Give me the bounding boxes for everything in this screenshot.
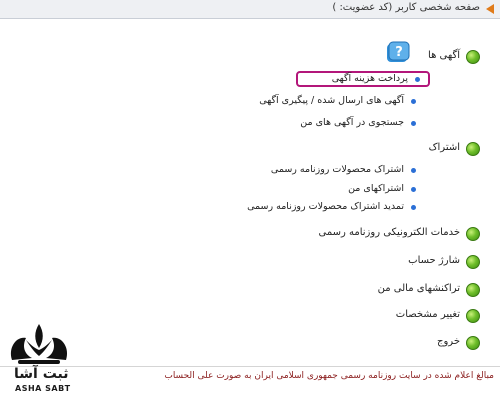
- menu-search-my-ads[interactable]: جستجوی در آگهی های من: [300, 117, 404, 128]
- sub-bullet-icon: [411, 121, 416, 126]
- sub-bullet-icon: [411, 205, 416, 210]
- menu-ads[interactable]: آگهی ها: [428, 50, 460, 61]
- menu-subscribe-products[interactable]: اشتراک محصولات روزنامه رسمی: [270, 164, 404, 175]
- menu-sent-ads[interactable]: آگهی های ارسال شده / پیگیری آگهی: [259, 95, 404, 106]
- sub-bullet-icon: [411, 99, 416, 104]
- watermark-name-fa: ثبت آشا: [14, 366, 69, 382]
- help-icon[interactable]: [385, 40, 411, 64]
- sub-bullet-icon: [415, 77, 420, 82]
- footer-divider: [0, 366, 500, 367]
- watermark-logo-icon: [4, 318, 74, 368]
- arrow-bullet-icon: [484, 4, 494, 14]
- menu-bullet-icon: [466, 142, 480, 156]
- menu-my-subscriptions[interactable]: اشتراکهای من: [348, 183, 404, 194]
- menu-edit-profile[interactable]: تغییر مشخصات: [395, 309, 460, 320]
- sub-bullet-icon: [411, 168, 416, 173]
- menu-renew-subscription[interactable]: تمدید اشتراک محصولات روزنامه رسمی: [247, 201, 404, 212]
- menu-bullet-icon: [466, 309, 480, 323]
- footer-notice: مبالغ اعلام شده در سایت روزنامه رسمی جمهوری اسلامی ایران به صورت علی الحساب: [164, 371, 494, 381]
- menu-bullet-icon: [466, 336, 480, 350]
- menu-bullet-icon: [466, 227, 480, 241]
- page-header: [0, 0, 500, 19]
- menu-logout[interactable]: خروج: [437, 336, 460, 347]
- menu-charge-account[interactable]: شارژ حساب: [408, 255, 460, 266]
- svg-text:?: ?: [395, 45, 403, 60]
- page-title: صفحه شخصی کاربر (کد عضویت: ): [332, 2, 480, 13]
- menu-bullet-icon: [466, 50, 480, 64]
- menu-subscription[interactable]: اشتراک: [428, 142, 460, 153]
- menu-bullet-icon: [466, 255, 480, 269]
- menu-pay-ad-fee[interactable]: پرداخت هزینه آگهی: [331, 73, 408, 84]
- watermark-name-en: ASHA SABT: [15, 384, 71, 393]
- menu-e-services[interactable]: خدمات الکترونیکی روزنامه رسمی: [318, 227, 460, 238]
- sub-bullet-icon: [411, 187, 416, 192]
- menu-bullet-icon: [466, 283, 480, 297]
- menu-my-transactions[interactable]: تراکنشهای مالی من: [377, 283, 460, 294]
